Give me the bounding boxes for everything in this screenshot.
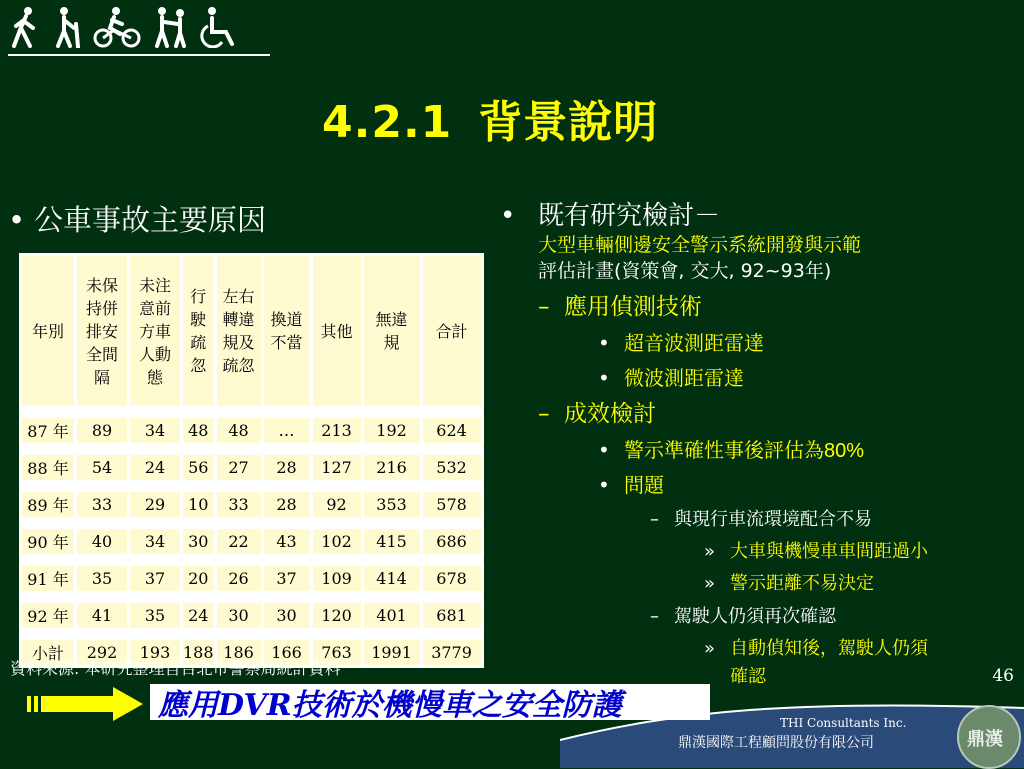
- table-cell: 34: [129, 528, 182, 556]
- table-cell: 29: [129, 491, 182, 519]
- row-separator: [21, 482, 483, 491]
- table-cell: 54: [76, 454, 129, 482]
- review-item: • 問題: [598, 473, 664, 497]
- table-cell: 10: [182, 491, 216, 519]
- row-year-cell: 87 年: [21, 417, 76, 445]
- table-cell: 35: [129, 602, 182, 630]
- table-cell: 120: [311, 602, 362, 630]
- table-cell: 48: [215, 417, 262, 445]
- company-logo: 鼎漢: [957, 705, 1021, 769]
- header-col3: 行駛疏忽: [182, 255, 216, 408]
- table-cell: 678: [421, 565, 482, 593]
- row-year-cell: 89 年: [21, 491, 76, 519]
- table-cell: 681: [421, 602, 482, 630]
- table-cell: 37: [129, 565, 182, 593]
- data-source: 資料來源: 本研究整理自台北市警察局統計資料: [10, 659, 341, 678]
- row-year-cell: 小計: [21, 639, 76, 667]
- accident-table: [19, 253, 484, 668]
- table-cell: 192: [362, 417, 421, 445]
- cyclist-icon: [92, 6, 142, 48]
- header-col7: 無違規: [362, 255, 421, 408]
- table-cell: 1991: [362, 639, 421, 667]
- problem-detail: » 大車與機慢車車間距過小: [704, 541, 928, 562]
- table-cell: 415: [362, 528, 421, 556]
- table-cell: 24: [182, 602, 216, 630]
- table-cell: 3779: [421, 639, 482, 667]
- table-cell: 30: [215, 602, 262, 630]
- row-year-cell: 91 年: [21, 565, 76, 593]
- header-col5: 換道不當: [262, 255, 311, 408]
- header-col1: 未保持併排安全間隔: [76, 255, 129, 408]
- row-separator: [21, 519, 483, 528]
- banner-title: 應用DVR技術於機慢車之安全防護: [158, 688, 622, 723]
- company-name-zh: 鼎漢國際工程顧問股份有限公司: [678, 735, 874, 751]
- table-cell: 56: [182, 454, 216, 482]
- slide-title: [322, 86, 658, 150]
- row-year-cell: 88 年: [21, 454, 76, 482]
- table-cell: 188: [182, 639, 216, 667]
- table-cell: 213: [311, 417, 362, 445]
- row-year-cell: 90 年: [21, 528, 76, 556]
- table-cell: 193: [129, 639, 182, 667]
- table-row: [21, 417, 483, 445]
- table-cell: 33: [215, 491, 262, 519]
- table-cell: 89: [76, 417, 129, 445]
- tech-item: • 超音波測距雷達: [598, 331, 764, 355]
- project-detail: 評估計畫(資策會, 交大, 92~93年): [538, 260, 832, 282]
- family-walking-icon: [148, 6, 194, 48]
- table-cell: 401: [362, 602, 421, 630]
- table-cell: 578: [421, 491, 482, 519]
- table-cell: …: [262, 417, 311, 445]
- table-cell: 292: [76, 639, 129, 667]
- table-cell: 41: [76, 602, 129, 630]
- wheelchair-icon: [200, 6, 240, 48]
- row-separator: [21, 556, 483, 565]
- table-row: [21, 491, 483, 519]
- table-row: [21, 528, 483, 556]
- table-header-row: [21, 255, 483, 408]
- table-cell: 686: [421, 528, 482, 556]
- header-total: 合計: [421, 255, 482, 408]
- row-separator: [21, 408, 483, 417]
- table-cell: 353: [362, 491, 421, 519]
- table-cell: 30: [262, 602, 311, 630]
- table-cell: 27: [215, 454, 262, 482]
- table-cell: 414: [362, 565, 421, 593]
- table-row: [21, 454, 483, 482]
- header-rule: [8, 54, 270, 56]
- table-cell: 92: [311, 491, 362, 519]
- table-cell: 20: [182, 565, 216, 593]
- table-cell: 28: [262, 454, 311, 482]
- table-cell: 102: [311, 528, 362, 556]
- left-bullet-text: 公車事故主要原因: [34, 203, 267, 237]
- header-col4: 左右轉違規及疏忽: [215, 255, 262, 408]
- table-cell: 35: [76, 565, 129, 593]
- problem-detail: » 自動偵知後，駕駛人仍須: [704, 638, 928, 659]
- table-cell: 216: [362, 454, 421, 482]
- table-row: [21, 565, 483, 593]
- problem-item: – 與現行車流環境配合不易: [650, 509, 872, 530]
- table-cell: 28: [262, 491, 311, 519]
- table-cell: 34: [129, 417, 182, 445]
- elderly-walker-icon: [50, 6, 86, 48]
- table-cell: 26: [215, 565, 262, 593]
- row-separator: [21, 630, 483, 639]
- table-cell: 30: [182, 528, 216, 556]
- pictogram-bar: [8, 6, 240, 48]
- section-title: 背景說明: [478, 97, 659, 148]
- tech-item: • 微波測距雷達: [598, 366, 744, 390]
- subhead-tech: – 應用偵測技術: [538, 294, 702, 320]
- table-cell: 186: [215, 639, 262, 667]
- table-cell: 33: [76, 491, 129, 519]
- table-cell: 763: [311, 639, 362, 667]
- table-cell: 48: [182, 417, 216, 445]
- table-cell: 40: [76, 528, 129, 556]
- table-cell: 624: [421, 417, 482, 445]
- right-bullet: • 既有研究檢討－: [500, 201, 721, 231]
- table-row: [21, 602, 483, 630]
- table-cell: 127: [311, 454, 362, 482]
- arrow-right-icon: [25, 685, 145, 723]
- review-item: • 警示準確性事後評估為80%: [598, 438, 865, 462]
- pedestrian-icon: [8, 6, 44, 48]
- row-year-cell: 92 年: [21, 602, 76, 630]
- company-name-en: THI Consultants Inc.: [780, 716, 907, 730]
- page-number: 46: [992, 666, 1014, 686]
- right-content: [500, 195, 1000, 688]
- header-col2: 未注意前方車人動態: [129, 255, 182, 408]
- header-year: 年別: [21, 255, 76, 408]
- header-col6: 其他: [311, 255, 362, 408]
- table-cell: 532: [421, 454, 482, 482]
- row-separator: [21, 445, 483, 454]
- table-cell: 166: [262, 639, 311, 667]
- section-number: 4.2.1: [322, 97, 453, 148]
- problem-item: – 駕駛人仍須再次確認: [650, 606, 836, 627]
- table-cell: 37: [262, 565, 311, 593]
- row-separator: [21, 593, 483, 602]
- problem-detail-cont: 確認: [730, 666, 766, 687]
- table-cell: 24: [129, 454, 182, 482]
- project-name: 大型車輛側邊安全警示系統開發與示範: [538, 234, 862, 256]
- table-cell: 22: [215, 528, 262, 556]
- left-bullet: • 公車事故主要原因: [8, 203, 267, 237]
- problem-detail: » 警示距離不易決定: [704, 573, 874, 594]
- table-cell: 109: [311, 565, 362, 593]
- subhead-review: – 成效檢討: [538, 401, 656, 427]
- table-cell: 43: [262, 528, 311, 556]
